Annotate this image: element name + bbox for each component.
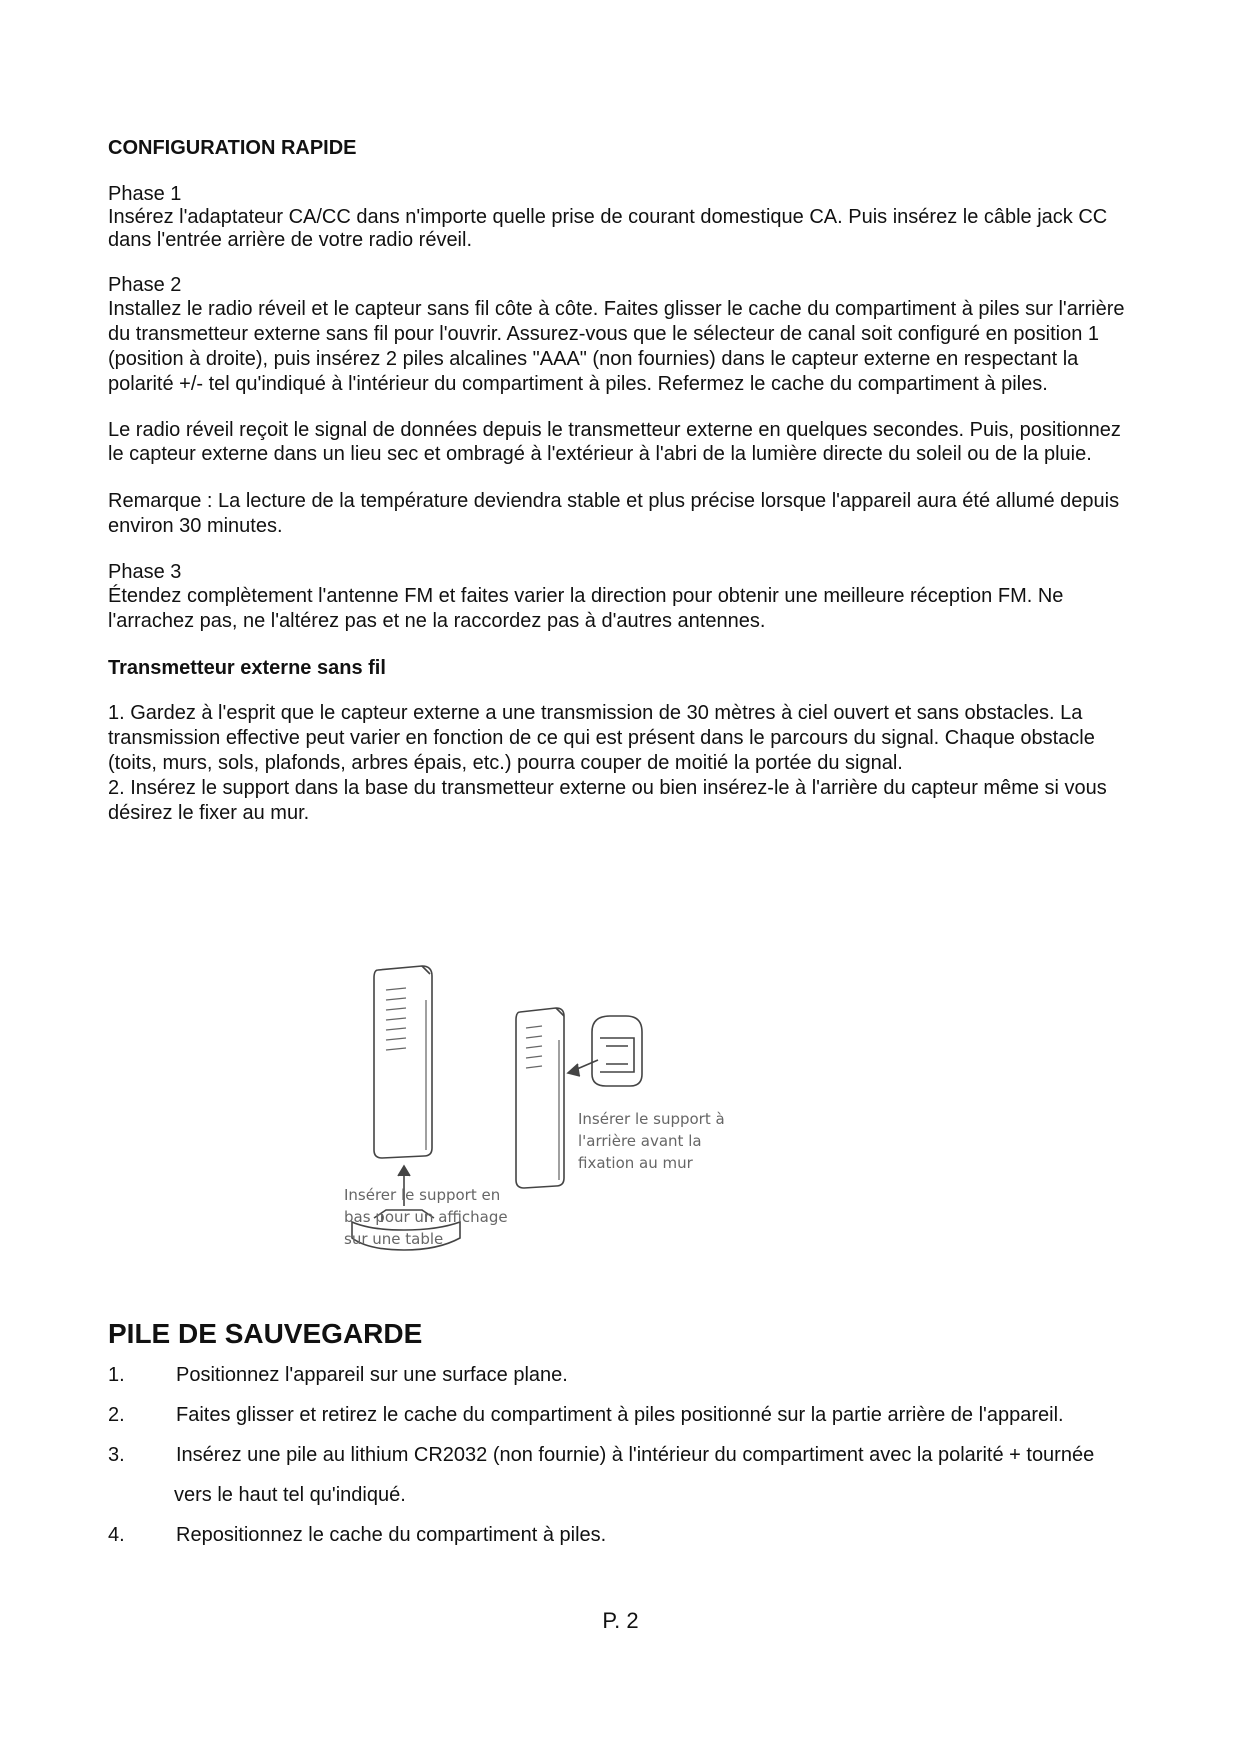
step-number: 3. <box>108 1444 125 1466</box>
caption-left <box>344 1186 508 1248</box>
remark-paragraph <box>108 489 1148 539</box>
transmitter-title: Transmetteur externe sans fil <box>108 657 386 679</box>
step-number: 2. <box>108 1404 125 1426</box>
list-item <box>108 1442 1168 1508</box>
list-item <box>108 1522 1168 1548</box>
quick-setup-section <box>108 136 1148 826</box>
list-item <box>108 1402 1168 1428</box>
step-text: Positionnez l'appareil sur une surface plane. <box>176 1364 568 1386</box>
caption-left-line-3: sur une table <box>344 1230 444 1248</box>
phase-2-text: Installez le radio réveil et le capteur sans fil côte à côte. Faites glisser le cache du compartiment à piles sur l'arrière du transmetteur externe sans fil pour l'ouvrir. Assurez-vous que le sélecteur de canal soit configuré en position 1 (position à droite), puis insérez 2 piles alcalines "AAA" (non fournies) dans le capteur externe en respectant la polarité +/- tel qu'indiqué à l'intérieur du compartiment à piles. Refermez le cache du compartiment à piles. <box>108 298 1125 395</box>
caption-right <box>578 1110 725 1172</box>
sensor-illustration <box>330 960 790 1300</box>
phase-1-text: Insérez l'adaptateur CA/CC dans n'importe quelle prise de courant domestique CA. Puis insérez le câble jack CC dans l'entrée arrière de votre radio réveil. <box>108 206 1108 251</box>
step-number: 1. <box>108 1364 125 1386</box>
backup-steps-list <box>108 1362 1168 1562</box>
signal-text-2: le capteur externe dans un lieu sec et ombragé à l'extérieur à l'abri de la lumière directe du soleil ou de la pluie. <box>108 443 1092 465</box>
backup-battery-title: PILE DE SAUVEGARDE <box>108 1318 423 1349</box>
signal-text-1: Le radio réveil reçoit le signal de données depuis le transmetteur externe en quelques secondes. Puis, positionnez <box>108 419 1121 441</box>
caption-right-line-2: l'arrière avant la <box>578 1132 702 1150</box>
signal-paragraph <box>108 419 1148 467</box>
caption-right-line-1: Insérer le support à <box>578 1110 725 1128</box>
phase-3-label: Phase 3 <box>108 561 182 583</box>
phase-3-text: Étendez complètement l'antenne FM et faites varier la direction pour obtenir une meilleure réception FM. Ne l'arrachez pas, ne l'altérez pas et ne la raccordez pas à d'autres antennes. <box>108 585 1064 632</box>
caption-right-line-3: fixation au mur <box>578 1154 693 1172</box>
step-text: Repositionnez le cache du compartiment à piles. <box>176 1524 607 1546</box>
step-body <box>176 1442 1168 1508</box>
transmitter-para-1: 1. Gardez à l'esprit que le capteur externe a une transmission de 30 mètres à ciel ouvert et sans obstacles. La transmission effective peut varier en fonction de ce qui est présent dans le parcours du signal. Chaque obstacle (toits, murs, sols, plafonds, arbres épais, etc.) pourra couper de moitié la portée du signal. <box>108 702 1095 774</box>
transmitter-section <box>108 656 1148 826</box>
remark-text: Remarque : La lecture de la température deviendra stable et plus précise lorsque l'appareil aura été allumé depuis environ 30 minutes. <box>108 490 1120 537</box>
page-number: P. 2 <box>602 1608 639 1633</box>
transmitter-para-2: 2. Insérez le support dans la base du transmetteur externe ou bien insérez-le à l'arrière du capteur même si vous désirez le fixer au mur. <box>108 777 1107 824</box>
caption-left-line-1: Insérer le support en <box>344 1186 501 1204</box>
step-text-continued: vers le haut tel qu'indiqué. <box>174 1484 406 1506</box>
phase-1-label: Phase 1 <box>108 183 182 205</box>
phase-2 <box>108 274 1148 397</box>
step-text: Faites glisser et retirez le cache du compartiment à piles positionné sur la partie arrière de l'appareil. <box>176 1404 1064 1426</box>
phase-1 <box>108 183 1148 252</box>
phase-2-label: Phase 2 <box>108 274 182 296</box>
phase-3 <box>108 561 1148 634</box>
caption-left-line-2: bas pour un affichage <box>344 1208 508 1226</box>
step-text: Insérez une pile au lithium CR2032 (non fournie) à l'intérieur du compartiment avec la polarité + tournée <box>176 1444 1095 1466</box>
list-item <box>108 1362 1168 1388</box>
step-number: 4. <box>108 1524 125 1546</box>
section-title: CONFIGURATION RAPIDE <box>108 137 357 159</box>
